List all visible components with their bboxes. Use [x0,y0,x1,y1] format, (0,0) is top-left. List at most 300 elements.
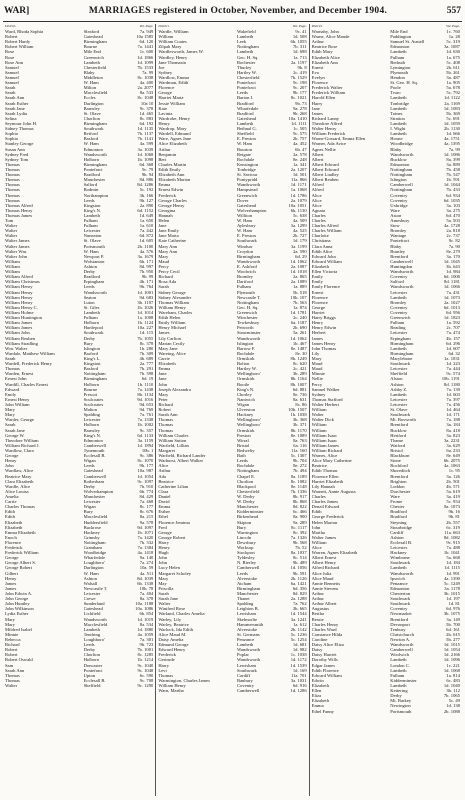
entry-ref: 1d. 1115 [444,565,460,571]
entry-ref: 9b. 81 [448,514,460,520]
entry-ref: 1d. 666 [446,131,460,137]
entry-district: Newcastle T. [236,294,261,300]
entry-name: George Albert S. [5,560,36,566]
entry-district: W. Ham [83,248,99,254]
entry-ref: 10b. 107 [290,294,307,300]
entry-ref: 6d. 192 [139,120,154,126]
entry-name: Seymour John H. [5,120,38,126]
entry-ref: 7b. 1055 [137,335,154,341]
entry-name: Florence [311,299,328,305]
entry-name: Warland, Charles Amelia [158,611,205,617]
entry-ref: 1d. 1068 [137,151,154,157]
entry-name: Kate [158,105,167,111]
entry-ref: 1d. 115 [139,330,154,336]
entry-district: Lambeth [83,626,100,632]
entry-ref: 1d. 1539 [290,662,307,668]
entry-name: Margaret Scholey [158,570,192,576]
entry-ref: 8d. 1039 [137,575,154,581]
entry-district: Kingston [83,361,101,367]
entry-name: Esther [158,509,171,515]
entry-ref: 3b. 371 [292,422,307,428]
entry-district: Spalding [83,412,100,418]
entry-name: Maud [311,366,323,372]
entry-ref: 7a. 474 [446,330,460,336]
entry-district: Bodmin [83,187,99,193]
entry-district: Chesterfield [83,64,107,70]
entry-name: Albert Edward [311,166,339,172]
entry-ref: 10b. 78 [139,585,154,591]
register-entry [5,683,153,688]
entry-name: Wardale, Matthew William [5,350,55,356]
entry-name: Emily [311,274,323,280]
entry-ref: 2a. 1079 [290,197,307,203]
entry-name: Emma [158,504,171,510]
entry-name: Wardlesworth, James W. [158,49,204,55]
entry-name: Georgina [158,207,176,213]
entry-ref: 2b. 1126 [290,575,307,581]
entry-name: William Isaac [311,437,338,443]
entry-name: Warren, Agnes Elizabeth [311,550,358,556]
entry-ref: 7b. 291 [139,366,154,372]
entry-name: George [158,529,172,535]
entry-ref: 2a. 1207 [290,166,307,172]
entry-ref: 1d. 1096 [443,657,460,663]
entry-name: Emma [158,366,171,372]
entry-ref: 1a. 612 [293,621,307,627]
entry-ref: 6d. 470 [446,212,460,218]
entry-name: Priscilla [158,585,174,591]
entry-name: Ada [158,473,166,479]
entry-ref: 3a. 1031 [290,677,307,683]
entry-name: Warley, Beatrice [158,621,189,627]
entry-district: Fulham [390,54,405,60]
entry-name: Jane Maria [158,233,179,239]
entry-ref: 1d. 465 [139,110,154,116]
entry-ref: 2c. 707 [446,325,460,331]
entry-name: John Thomas [311,345,337,351]
entry-name: Thomas [158,672,174,678]
entry-district: Lambeth [390,345,407,351]
entry-district: Thanet [236,596,250,602]
entry-name: Caroline [311,637,328,643]
entry-ref: 4a. 509 [293,218,307,224]
entry-name: Alice Louisa [5,488,29,494]
entry-ref: 1d. 197 [446,596,460,602]
entry-ref: 7b. 910 [139,483,154,489]
entry-district: Wellingboro' [236,417,261,423]
entry-district: Dover [236,197,249,203]
entry-name: Wardell, Frederick Henry [5,361,52,367]
register-column-1 [3,24,155,796]
entry-district: Nottingham [390,187,413,193]
entry-district: Wigan [83,458,96,464]
entry-district: Paddington [390,34,412,40]
entry-ref: 7a. 1441 [137,44,154,50]
entry-name: Thomas Alfred [5,202,33,208]
entry-district: Bourton [236,146,252,152]
entry-district: Nuneaton [83,233,102,239]
entry-name: Alice Mary Catherine [311,458,352,464]
entry-name: Alfred [311,187,324,193]
entry-district: Woodbridge [83,550,107,556]
entry-district: Lambeth [390,565,407,571]
entry-ref: 4a. 1395 [444,141,460,147]
entry-name: Robert Hardy [5,39,31,45]
register-entry [158,688,306,693]
entry-ref: 2c. 737 [446,233,460,239]
entry-name: Ware, Agnes Jane [158,136,191,142]
entry-district: Mile End [83,49,101,55]
entry-district: Fulham [390,320,405,326]
entry-name: Catherine Lilian [158,483,189,489]
entry-district: Windsor [236,243,253,249]
entry-ref: 1d. 991 [446,570,460,576]
entry-name: Henry Michael [158,325,187,331]
entry-district: Ecclesall B. [83,677,106,683]
entry-district: Brentford [390,253,409,259]
entry-name: Edward [5,386,20,392]
entry-name: William [158,34,174,40]
entry-district: Ashby Z. [390,386,408,392]
entry-name: Warne, Alice Maude [311,34,350,40]
entry-district: Tewkesbury [236,320,260,326]
entry-name: Rebecca [5,637,21,643]
entry-name: Edith [5,509,15,515]
entry-ref: 7a. 468 [139,499,154,505]
entry-district: Wellingboro' [236,422,261,428]
entry-district: Nottingham [83,539,106,545]
entry-district: Penzance [390,580,408,586]
entry-name: Henry [158,120,170,126]
entry-ref: 7a. 1338 [137,417,154,423]
register-columns [3,24,462,796]
entry-ref: 3a. 103 [446,202,460,208]
entry-ref: 6d. 29 [295,253,307,259]
entry-name: William [311,407,327,413]
entry-ref: 8c. 620 [293,361,307,367]
entry-district: Doncaster [83,662,103,668]
entry-ref: 3a. 889 [446,161,460,167]
entry-district: Chesterfield [236,488,260,494]
entry-ref: 8d. 822 [292,504,307,510]
entry-district: Edmonton [390,44,410,50]
entry-name: Edith Alice [311,248,333,254]
entry-district: Kensington [236,161,259,167]
entry-ref: 5c. 691 [446,115,460,121]
subheader-district: District. [5,24,17,28]
entry-name: Warley, Lily [158,616,182,622]
entry-district: Blaby [390,243,402,249]
entry-district: Kidderminster [390,677,417,683]
entry-name: Warfield, Richard Lander [158,453,206,459]
entry-name: Sarah Ann [5,95,25,101]
entry-district: Birmingham [236,585,261,591]
entry-district: Nottingham [390,172,413,178]
entry-name: Thomas [5,366,20,372]
entry-ref: 7a. 301 [139,637,154,643]
entry-district: Lambeth [390,391,407,397]
entry-district: Hendon [390,74,405,80]
entry-name: Wardley, Henry [158,54,188,60]
entry-district: Barrow F. [236,345,256,351]
entry-district: Camberwell [83,442,107,448]
entry-district: E. Preston [236,136,256,142]
entry-ref: 4a. 1063 [444,463,460,469]
entry-ref: 11a. 866 [290,177,307,183]
entry-name: Hannah [158,212,173,218]
entry-ref: 3a. 1679 [137,253,154,259]
entry-name: Wardrop, Mary [158,126,187,132]
entry-name: Elizabeth [5,519,23,525]
entry-ref: 1a. 814 [446,672,460,678]
entry-district: Nottingham [236,299,259,305]
entry-ref: 9c. 575 [293,131,307,137]
entry-name: Ellen Victoria [311,269,338,275]
entry-district: Birmingham [390,350,414,356]
entry-district: Lambeth [390,683,407,688]
entry-name: Daisy Harriet [311,652,337,658]
entry-district: Coventry [236,683,255,688]
entry-ref: 3b. 665 [292,606,307,612]
entry-ref: 8d. 886 [139,177,154,183]
entry-district: Hartlepool [83,325,104,331]
entry-district: Geo. H. Sq. [236,54,259,60]
entry-district: Lambeth [236,120,254,126]
entry-name: Ward, Rhoda Sophia [5,29,44,34]
entry-name: Susan Ann [5,146,25,152]
entry-name: Harriet Elizabeth [311,478,344,484]
entry-district: Erpingham [390,335,411,341]
entry-district: Wimborne [390,555,410,561]
entry-district: Eccles [83,95,96,101]
entry-name: Stanley George [5,141,34,147]
entry-ref: 7b. 309 [139,350,154,356]
entry-name: Thomas James [5,212,33,218]
entry-name: Daisy Amelia [158,637,184,643]
entry-ref: 8b. 917 [292,493,307,499]
entry-district: Rochester [236,59,256,65]
entry-ref: 7a. 949 [139,29,154,34]
entry-district: Plymouth [236,289,255,295]
entry-name: Mary Jane [158,345,178,351]
entry-ref: 7a. 456 [446,401,460,407]
entry-district: Nottingham [83,371,106,377]
entry-name: Theodore William [5,437,39,443]
entry-district: Banbury [236,677,253,683]
entry-ref: 4b. 571 [446,483,460,489]
entry-ref: 8a. 215 [139,514,154,520]
entry-name: Alice Maud M. [158,631,187,637]
entry-name: Thomas [5,172,20,178]
entry-district: Redruth [390,59,406,65]
entry-district: Hackney [83,529,100,535]
entry-name: Samuel [5,74,19,80]
entry-name: Warner, Ada Avice [311,141,347,147]
entry-name: William [311,539,327,545]
entry-district: Totnes [390,110,403,116]
entry-ref: 7b. 311 [293,44,307,50]
entry-ref: 4a. 400 [139,80,154,86]
entry-district: Gateshead [236,202,257,208]
entry-name: George [158,90,172,96]
entry-district: Loughboro' [83,637,105,643]
entry-ref: 1b. 1071 [137,529,154,535]
entry-district: Rochdale [236,156,255,162]
entry-ref: 1c. 1038 [290,652,307,658]
entry-ref: 6d. 120 [139,39,154,45]
entry-ref: 4a. 511 [139,570,154,576]
entry-name: Alice Elizabeth [158,141,187,147]
entry-ref: 7a. 404 [139,591,154,597]
entry-name: Theodore Alfred [311,120,343,126]
entry-name: Charles [311,493,326,499]
entry-district: St. Geo. H. Sq. [390,80,418,86]
entry-name: Thomas [158,417,174,423]
entry-ref: 1b. 1214 [137,657,154,663]
entry-ref: 8c. 514 [293,555,307,561]
entry-district: Sunderland [83,601,105,607]
entry-district: Lambeth [390,667,407,673]
entry-ref: 6d. 976 [446,606,460,612]
entry-district: Ashton [83,575,97,581]
entry-name: Harriet Maria [158,95,184,101]
entry-district: Frome [390,499,403,505]
entry-ref: 2b. 727 [292,233,307,239]
entry-name: Albert Ernest [311,555,337,561]
entry-ref: 9c. 708 [139,677,154,683]
entry-ref: 6b. 1130 [290,207,307,213]
entry-ref: 1d. 81 [448,601,460,607]
entry-name: Edgar James [311,662,335,668]
entry-name: Mary [5,412,15,418]
entry-name: Sydney Tom [5,156,29,162]
entry-district: Brighton [390,478,407,484]
entry-ref: 9b. 127 [139,197,154,203]
entry-name: Richard Lanny [311,115,340,121]
entry-district: Luton [83,299,95,305]
entry-district: Dewsbury [236,539,256,545]
entry-ref: 9c. 41 [295,29,307,34]
entry-district: St. Giles [83,304,100,310]
entry-ref: 7b. 1001 [137,647,154,653]
entry-name: Selina [5,115,17,121]
entry-ref: 1a. 889 [293,284,307,290]
entry-district: W. Ham [83,570,99,576]
entry-district: Macclesfield [83,90,108,96]
entry-ref: 6c. 483 [446,677,460,683]
entry-name: Annie Stevens [311,585,339,591]
entry-name: Ethel Fanny [311,708,334,714]
entry-name: George Robert [5,565,33,571]
entry-ref: 1d. 698 [292,49,307,55]
entry-district: Loughboro' [83,560,105,566]
entry-district: Ecclesall B. [83,453,106,459]
entry-name: Emma Elizabeth [5,529,36,535]
entry-name: Clara [158,488,169,494]
entry-ref: 8a. 533 [139,90,154,96]
entry-name: Charles [311,218,326,224]
entry-name: William Henry [5,289,33,295]
entry-district: Sheffield [83,683,101,688]
entry-ref: 8c. 883 [139,115,154,121]
entry-district: Brentford [390,473,409,479]
entry-name: Florence Jemima [158,519,190,525]
entry-name: Thomas Stafford [311,396,343,402]
entry-name: Jane [158,223,167,229]
entry-district: Petworth [236,325,254,331]
entry-district: Huddersfield [83,519,108,525]
entry-name: Wardman, Edith [158,80,189,86]
entry-district: Chesterton [390,591,411,597]
entry-name: Benjamin [158,151,177,157]
entry-district: Hackney [390,550,407,556]
entry-ref: 8e. 30 [295,350,307,356]
entry-ref: 6d. 1006 [443,274,460,280]
entry-name: Ernest [311,289,324,295]
entry-ref: 1d. 1894 [137,442,154,448]
entry-name: Florence [158,85,175,91]
entry-ref: 6b. 1055 [290,39,307,45]
entry-district: Stockport [236,550,255,556]
entry-district: Seaton [83,294,97,300]
entry-ref: 6b. 1338 [137,580,154,586]
entry-ref: 6d. 934 [446,192,460,198]
entry-ref: 1b. 1038 [290,412,307,418]
entry-name: Gilbert [5,570,19,576]
entry-district: Samuel St. Austell [390,39,425,45]
entry-ref: 5c. 1236 [290,631,307,637]
entry-ref: 5b. 369 [446,110,460,116]
entry-name: William James [5,325,33,331]
entry-ref: 2a. 890 [139,202,154,208]
entry-district: Lincoln [236,534,252,540]
entry-district: Lambeth [83,310,100,316]
entry-ref: 10a. 1051 [288,202,307,208]
entry-ref: 8b. 1164 [290,376,307,382]
entry-district: King's N. [83,207,102,213]
entry-name: Mary Ann [158,248,178,254]
entry-district: Holborn [83,657,99,663]
entry-ref: 7b. 1137 [137,131,154,137]
entry-ref: 1d. 982 [292,647,307,653]
entry-ref: 1a. 650 [139,218,154,224]
entry-name: Thomas [5,672,20,678]
entry-name: Constance Hilda [311,631,343,637]
entry-district: Bury [236,524,247,530]
entry-ref: 1d. 1040 [443,683,460,688]
entry-name: William [5,264,20,270]
entry-name: John Wilkinson [5,606,34,612]
entry-district: Ware [390,207,400,213]
entry-ref: 8a. 1073 [444,504,460,510]
entry-ref: 1b. 1124 [137,320,154,326]
entry-district: Wandsworth [390,284,414,290]
entry-name: John William [5,401,30,407]
entry-ref: 3a. 2231 [444,437,460,443]
entry-district: Rochdale [236,350,255,356]
entry-district: Hartley W. [236,69,257,75]
entry-name: John [158,560,168,566]
entry-name: Alice [311,545,322,551]
entry-district: Erpingham [83,279,105,285]
entry-ref: 5c. 192 [139,187,154,193]
entry-name: Margaret [158,447,176,453]
entry-name: Fred [158,524,167,530]
entry-name: William Richard [311,447,343,453]
entry-name: Lucy Helen [158,565,180,571]
entry-name: Lavinia [158,110,173,116]
entry-ref: 7b. 52 [295,545,307,551]
